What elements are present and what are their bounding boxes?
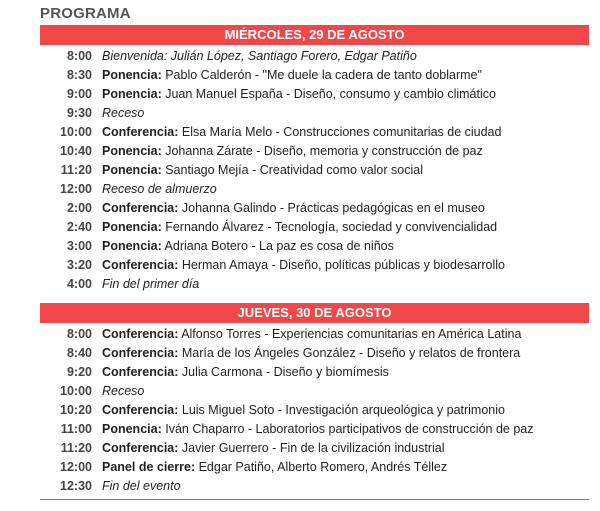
event-text: Fin del evento <box>102 479 181 493</box>
event-text: Receso de almuerzo <box>102 182 217 196</box>
event-time: 3:00 <box>66 239 92 253</box>
event-description <box>102 237 394 256</box>
schedule-row <box>40 420 589 439</box>
event-text: Elsa María Melo - Construcciones comunitarias de ciudad <box>178 125 502 139</box>
event-text: Johanna Galindo - Prácticas pedagógicas en el museo <box>178 201 485 215</box>
event-description <box>102 458 447 477</box>
event-description <box>102 85 496 104</box>
event-description <box>102 256 505 275</box>
event-description <box>102 104 144 123</box>
event-text: Santiago Mejía - Creatividad como valor social <box>161 163 423 177</box>
schedule-list-wednesday <box>40 47 589 294</box>
event-type: Ponencia: <box>102 144 162 158</box>
event-time: 8:00 <box>66 327 92 341</box>
event-text: Fin del primer día <box>102 277 200 291</box>
event-time: 12:00 <box>60 182 92 196</box>
event-time: 4:00 <box>66 277 92 291</box>
schedule-list-thursday <box>40 325 589 496</box>
event-time: 12:00 <box>60 460 92 474</box>
event-type: Ponencia: <box>102 68 162 82</box>
schedule-row <box>40 344 589 363</box>
event-description <box>102 363 389 382</box>
schedule-row <box>40 401 589 420</box>
schedule-row <box>40 218 589 237</box>
schedule-row <box>40 237 589 256</box>
schedule-row <box>40 256 589 275</box>
event-text: Receso <box>102 106 145 120</box>
event-type: Conferencia: <box>102 125 179 139</box>
event-type: Conferencia: <box>102 201 179 215</box>
schedule-row <box>40 47 589 66</box>
schedule-row <box>40 142 589 161</box>
event-type: Conferencia: <box>102 346 179 360</box>
event-time: 8:00 <box>66 49 92 63</box>
event-description <box>102 218 497 237</box>
event-time: 8:40 <box>66 346 92 360</box>
event-description <box>102 325 521 344</box>
event-time: 10:40 <box>60 144 92 158</box>
event-description <box>102 142 483 161</box>
schedule-row <box>40 439 589 458</box>
event-text: María de los Ángeles González - Diseño y relatos de frontera <box>178 346 521 360</box>
event-type: Conferencia: <box>102 365 179 379</box>
event-text: Johanna Zárate - Diseño, memoria y construcción de paz <box>161 144 483 158</box>
event-time: 12:30 <box>60 479 92 493</box>
event-description <box>102 47 417 66</box>
event-time: 10:00 <box>60 125 92 139</box>
schedule-row <box>40 275 589 294</box>
event-text: Javier Guerrero - Fin de la civilización industrial <box>178 441 445 455</box>
event-time: 11:00 <box>60 422 92 436</box>
event-time: 8:30 <box>66 68 92 82</box>
day-header-wednesday: MIÉRCOLES, 29 DE AGOSTO <box>40 25 589 45</box>
event-type: Conferencia: <box>102 327 179 341</box>
event-description <box>102 199 485 218</box>
schedule-row <box>40 161 589 180</box>
event-type: Conferencia: <box>102 441 179 455</box>
event-time: 9:20 <box>66 365 92 379</box>
event-text: Iván Chaparro - Laboratorios participativos de construcción de paz <box>161 422 534 436</box>
schedule-row <box>40 477 589 496</box>
day-header-thursday: JUEVES, 30 DE AGOSTO <box>40 303 589 323</box>
page-title: PROGRAMA <box>40 5 131 22</box>
event-text: Receso <box>102 384 145 398</box>
event-description <box>102 275 199 294</box>
event-description <box>102 477 181 496</box>
event-text: Juan Manuel España - Diseño, consumo y cambio climático <box>161 87 496 101</box>
event-description <box>102 401 505 420</box>
event-description <box>102 344 520 363</box>
event-type: Ponencia: <box>102 163 162 177</box>
event-time: 2:40 <box>66 220 92 234</box>
schedule-row <box>40 458 589 477</box>
event-type: Ponencia: <box>102 87 162 101</box>
event-text: Alfonso Torres - Experiencias comunitarias en América Latina <box>178 327 522 341</box>
schedule-row <box>40 85 589 104</box>
schedule-row <box>40 382 589 401</box>
event-text: Luis Miguel Soto - Investigación arqueológica y patrimonio <box>178 403 505 417</box>
schedule-row <box>40 123 589 142</box>
event-type: Ponencia: <box>102 239 162 253</box>
event-description <box>102 382 144 401</box>
event-description <box>102 420 533 439</box>
event-text: Edgar Patiño, Alberto Romero, Andrés Téllez <box>195 460 448 474</box>
schedule-row <box>40 199 589 218</box>
event-time: 11:20 <box>60 441 92 455</box>
event-text: Fernando Álvarez - Tecnología, sociedad y convivencialidad <box>161 220 498 234</box>
event-time: 10:00 <box>60 384 92 398</box>
event-type: Panel de cierre: <box>102 460 196 474</box>
event-text: Herman Amaya - Diseño, políticas públicas y biodesarrollo <box>178 258 505 272</box>
event-time: 3:20 <box>66 258 92 272</box>
bottom-rule <box>40 499 589 500</box>
schedule-row <box>40 104 589 123</box>
event-type: Ponencia: <box>102 422 162 436</box>
event-type: Conferencia: <box>102 403 179 417</box>
event-description <box>102 439 444 458</box>
event-description <box>102 66 482 85</box>
event-type: Ponencia: <box>102 220 162 234</box>
event-description <box>102 180 217 199</box>
event-time: 2:00 <box>66 201 92 215</box>
schedule-row <box>40 363 589 382</box>
event-type: Conferencia: <box>102 258 179 272</box>
event-time: 11:20 <box>60 163 92 177</box>
schedule-row <box>40 325 589 344</box>
event-time: 10:20 <box>60 403 92 417</box>
event-text: Julia Carmona - Diseño y biomímesis <box>178 365 389 379</box>
event-time: 9:30 <box>66 106 92 120</box>
event-description <box>102 161 423 180</box>
event-description <box>102 123 501 142</box>
event-text: Bienvenida: Julián López, Santiago Forero, Edgar Patiño <box>102 49 417 63</box>
event-text: Adriana Botero - La paz es cosa de niños <box>161 239 394 253</box>
schedule-row <box>40 180 589 199</box>
event-time: 9:00 <box>66 87 92 101</box>
event-text: Pablo Calderón - "Me duele la cadera de tanto doblarme" <box>161 68 482 82</box>
schedule-row <box>40 66 589 85</box>
